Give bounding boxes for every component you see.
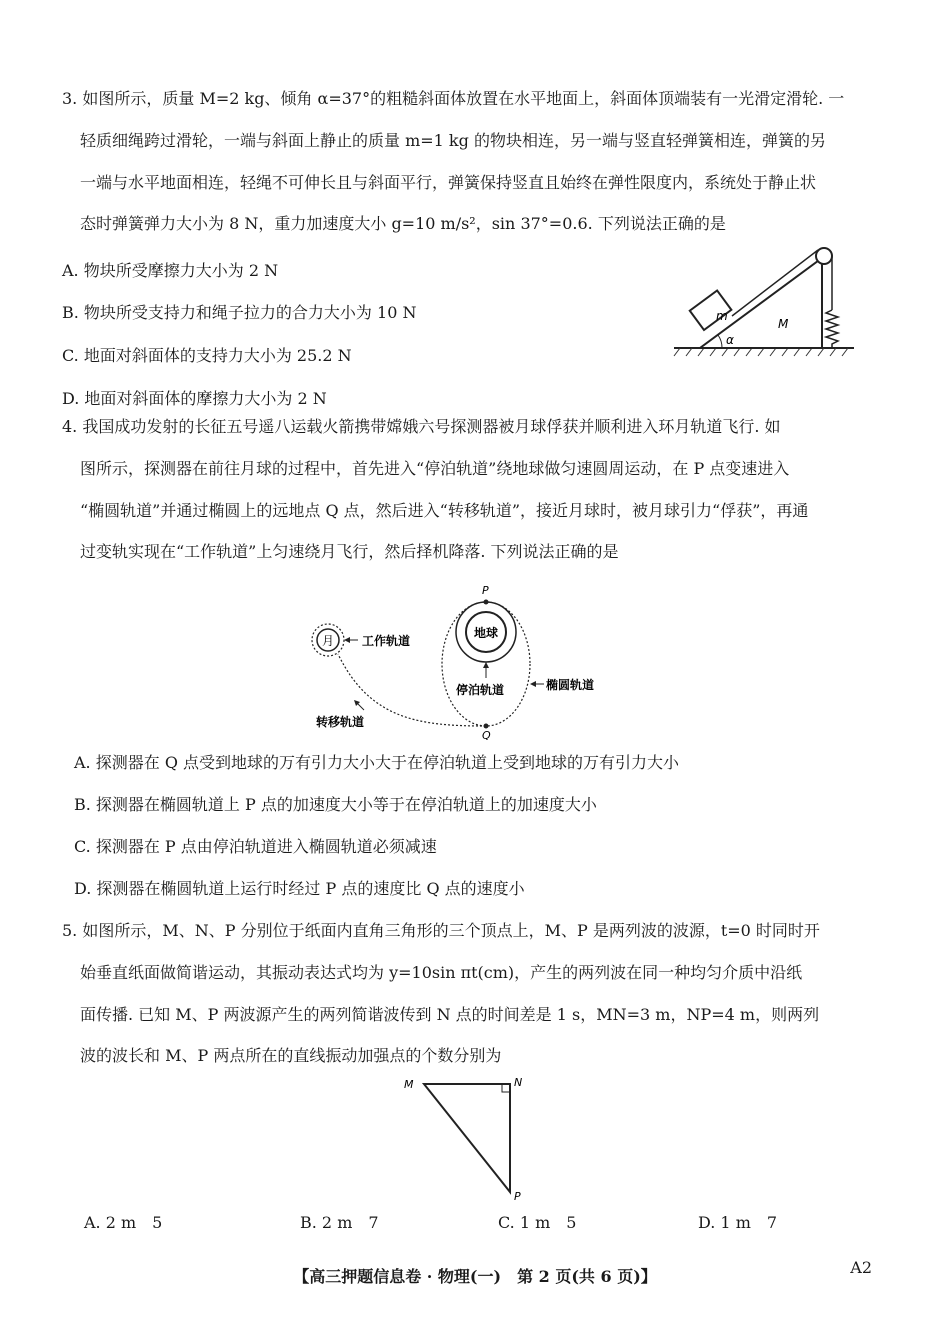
work-orbit-label: 工作轨道 (362, 634, 411, 648)
q4-stem-line-4: 过变轨实现在“工作轨道”上匀速绕月飞行，然后择机降落. 下列说法正确的是 (80, 542, 619, 561)
q3-stem-line-3: 一端与水平地面相连，轻绳不可伸长且与斜面平行，弹簧保持竖直且始终在弹性限度内，系统处于静止状 (80, 173, 817, 192)
point-q-label: Q (482, 729, 491, 740)
vertex-p-label: P (514, 1190, 521, 1203)
q4-stem-line-3: “椭圆轨道”并通过椭圆上的远地点 Q 点，然后进入“转移轨道”，接近月球时，被月球引力“俘获”，再通 (80, 501, 809, 520)
q4-stem-line-1: 4. 我国成功发射的长征五号遥八运载火箭携带嫦娥六号探测器被月球俘获并顺利进入环月轨道飞行. 如 (62, 417, 781, 436)
q4-option-d: D. 探测器在椭圆轨道上运行时经过 P 点的速度比 Q 点的速度小 (74, 879, 525, 898)
q3-stem-line-1: 3. 如图所示，质量 M=2 kg、倾角 α=37°的粗糙斜面体放置在水平地面上，斜面体顶端装有一光滑定滑轮. 一 (62, 89, 845, 108)
q5-option-d: D. 1 m 7 (698, 1213, 778, 1232)
q3-stem-line-2: 轻质细绳跨过滑轮，一端与斜面上静止的质量 m=1 kg 的物块相连，另一端与竖直轻弹簧相连，弹簧的另 (80, 131, 826, 150)
moon-label: 月 (321, 634, 335, 648)
q4-option-c: C. 探测器在 P 点由停泊轨道进入椭圆轨道必须减速 (74, 837, 437, 856)
q3-wedge-label: M (778, 317, 789, 331)
q3-option-c: C. 地面对斜面体的支持力大小为 25.2 N (62, 346, 352, 365)
q4-option-b: B. 探测器在椭圆轨道上 P 点的加速度大小等于在停泊轨道上的加速度大小 (74, 795, 597, 814)
q3-option-d: D. 地面对斜面体的摩擦力大小为 2 N (62, 389, 327, 408)
q5-option-b: B. 2 m 7 (300, 1213, 379, 1232)
q4-option-a: A. 探测器在 Q 点受到地球的万有引力大小大于在停泊轨道上受到地球的万有引力大小 (74, 753, 680, 772)
q3-option-a: A. 物块所受摩擦力大小为 2 N (62, 261, 279, 280)
parking-orbit-label: 停泊轨道 (456, 683, 505, 697)
vertex-m-label: M (404, 1078, 414, 1091)
q4-orbit-figure (300, 580, 630, 740)
earth-label: 地球 (473, 626, 499, 640)
point-p-label: P (482, 584, 489, 597)
q3-incline-figure (670, 236, 860, 360)
q3-option-b: B. 物块所受支持力和绳子拉力的合力大小为 10 N (62, 303, 417, 322)
paper-code: A2 (850, 1258, 872, 1277)
q5-stem-line-2: 始垂直纸面做简谐运动，其振动表达式均为 y=10sin πt(cm)，产生的两列波在同一种均匀介质中沿纸 (80, 963, 803, 982)
q3-angle-label: α (726, 333, 734, 347)
q5-stem-line-3: 面传播. 已知 M、P 两波源产生的两列简谐波传到 N 点的时间差是 1 s，MN=3 m，NP=4 m，则两列 (80, 1005, 820, 1024)
page-footer: 【高三押题信息卷 · 物理(一) 第 2 页(共 6 页)】 (293, 1267, 657, 1286)
q5-stem-line-1: 5. 如图所示，M、N、P 分别位于纸面内直角三角形的三个顶点上，M、P 是两列波的波源，t=0 时同时开 (62, 921, 820, 940)
q5-option-a: A. 2 m 5 (84, 1213, 163, 1232)
ellipse-orbit-label: 椭圆轨道 (546, 678, 595, 692)
vertex-n-label: N (514, 1076, 523, 1089)
q5-stem-line-4: 波的波长和 M、P 两点所在的直线振动加强点的个数分别为 (80, 1046, 502, 1065)
transfer-orbit-label: 转移轨道 (316, 715, 365, 729)
q5-triangle-figure (396, 1070, 536, 1204)
q4-stem-line-2: 图所示，探测器在前往月球的过程中，首先进入“停泊轨道”绕地球做匀速圆周运动，在 P 点变速进入 (80, 459, 790, 478)
q3-stem-line-4: 态时弹簧弹力大小为 8 N，重力加速度大小 g=10 m/s²，sin 37°=0.6. 下列说法正确的是 (80, 214, 726, 233)
q3-block-label: m (716, 309, 728, 323)
q5-option-c: C. 1 m 5 (498, 1213, 577, 1232)
